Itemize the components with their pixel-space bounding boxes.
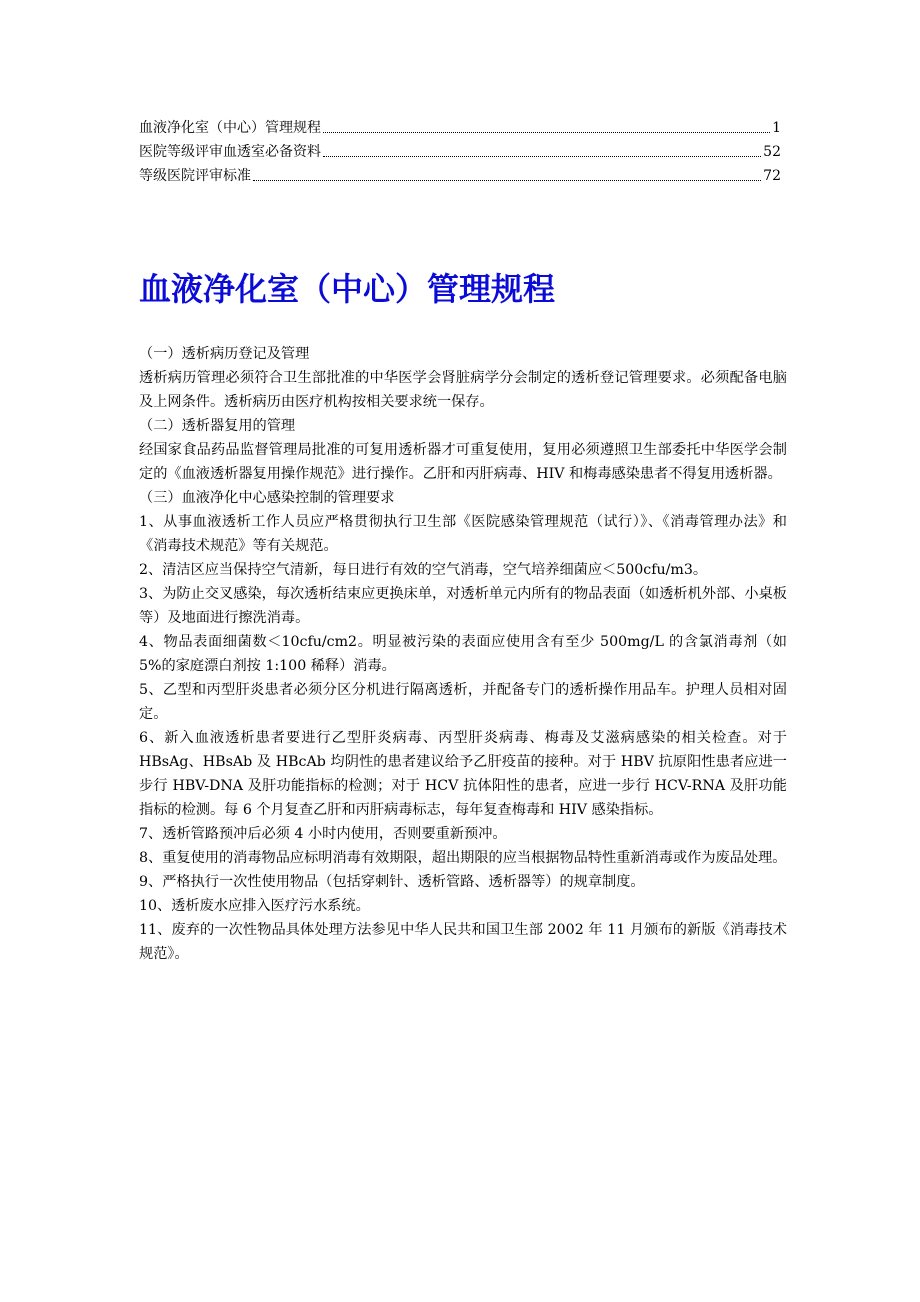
list-item: 11、废弃的一次性物品具体处理方法参见中华人民共和国卫生部 2002 年 11 月颁布的新版《消毒技术规范》。 [139, 922, 787, 962]
list-item: 2、清洁区应当保持空气清新，每日进行有效的空气消毒，空气培养细菌应＜500cfu/m3。 [139, 562, 708, 578]
toc-entry-title: 等级医院评审标准 [139, 168, 251, 184]
list-item: 4、物品表面细菌数＜10cfu/cm2。明显被污染的表面应使用含有至少 500mg/L 的含氯消毒剂（如 5%的家庭漂白剂按 1:100 稀释）消毒。 [139, 634, 787, 674]
list-item: 8、重复使用的消毒物品应标明消毒有效期限，超出期限的应当根据物品特性重新消毒或作为废品处理。 [139, 850, 787, 866]
toc-entry[interactable] [139, 162, 781, 186]
table-of-contents [139, 114, 781, 186]
list-item: 5、乙型和丙型肝炎患者必须分区分机进行隔离透析，并配备专门的透析操作用品车。护理人员相对固定。 [139, 682, 787, 722]
toc-leader-dots [253, 180, 761, 181]
toc-entry-page: 52 [763, 144, 781, 160]
toc-leader-dots [323, 156, 761, 157]
list-item: 7、透析管路预冲后必须 4 小时内使用，否则要重新预冲。 [139, 826, 507, 842]
list-item: 6、新入血液透析患者要进行乙型肝炎病毒、丙型肝炎病毒、梅毒及艾滋病感染的相关检查。对于 HBsAg、HBsAb 及 HBcAb 均阴性的患者建议给予乙肝疫苗的接种。对于 HBV 抗原阳性患者应进一步行 HBV-DNA 及肝功能指标的检测；对于 HCV 抗体阳性的患者，应进一步行 HCV-RNA 及肝功能指标的检测。每 6 个月复查乙肝和丙肝病毒标志，每年复查梅毒和 HIV 感染指标。 [139, 730, 787, 818]
list-item: 10、透析废水应排入医疗污水系统。 [139, 898, 370, 914]
list-item: 9、严格执行一次性使用物品（包括穿刺针、透析管路、透析器等）的规章制度。 [139, 874, 645, 890]
toc-entry-title: 血液净化室（中心）管理规程 [139, 120, 321, 136]
toc-entry-title: 医院等级评审血透室必备资料 [139, 144, 321, 160]
toc-entry-page: 72 [763, 168, 781, 184]
toc-entry[interactable] [139, 114, 781, 138]
list-item: 3、为防止交叉感染，每次透析结束应更换床单，对透析单元内所有的物品表面（如透析机外部、小桌板等）及地面进行擦洗消毒。 [139, 586, 787, 626]
toc-leader-dots [323, 132, 770, 133]
subsection-title: （二）透析器复用的管理 [139, 418, 296, 434]
body-text [139, 342, 787, 966]
paragraph: 经国家食品药品监督管理局批准的可复用透析器才可重复使用，复用必须遵照卫生部委托中华医学会制定的《血液透析器复用操作规范》进行操作。乙肝和丙肝病毒、HIV 和梅毒感染患者不得复用透析器。 [139, 442, 787, 482]
toc-entry[interactable] [139, 138, 781, 162]
list-item: 1、从事血液透析工作人员应严格贯彻执行卫生部《医院感染管理规范（试行）》、《消毒管理办法》和《消毒技术规范》等有关规范。 [139, 514, 787, 554]
section-heading: 血液净化室（中心）管理规程 [139, 270, 556, 308]
paragraph: 透析病历管理必须符合卫生部批准的中华医学会肾脏病学分会制定的透析登记管理要求。必须配备电脑及上网条件。透析病历由医疗机构按相关要求统一保存。 [139, 370, 787, 410]
subsection-title: （三）血液净化中心感染控制的管理要求 [139, 490, 395, 506]
toc-entry-page: 1 [772, 120, 781, 136]
subsection-title: （一）透析病历登记及管理 [139, 346, 310, 362]
